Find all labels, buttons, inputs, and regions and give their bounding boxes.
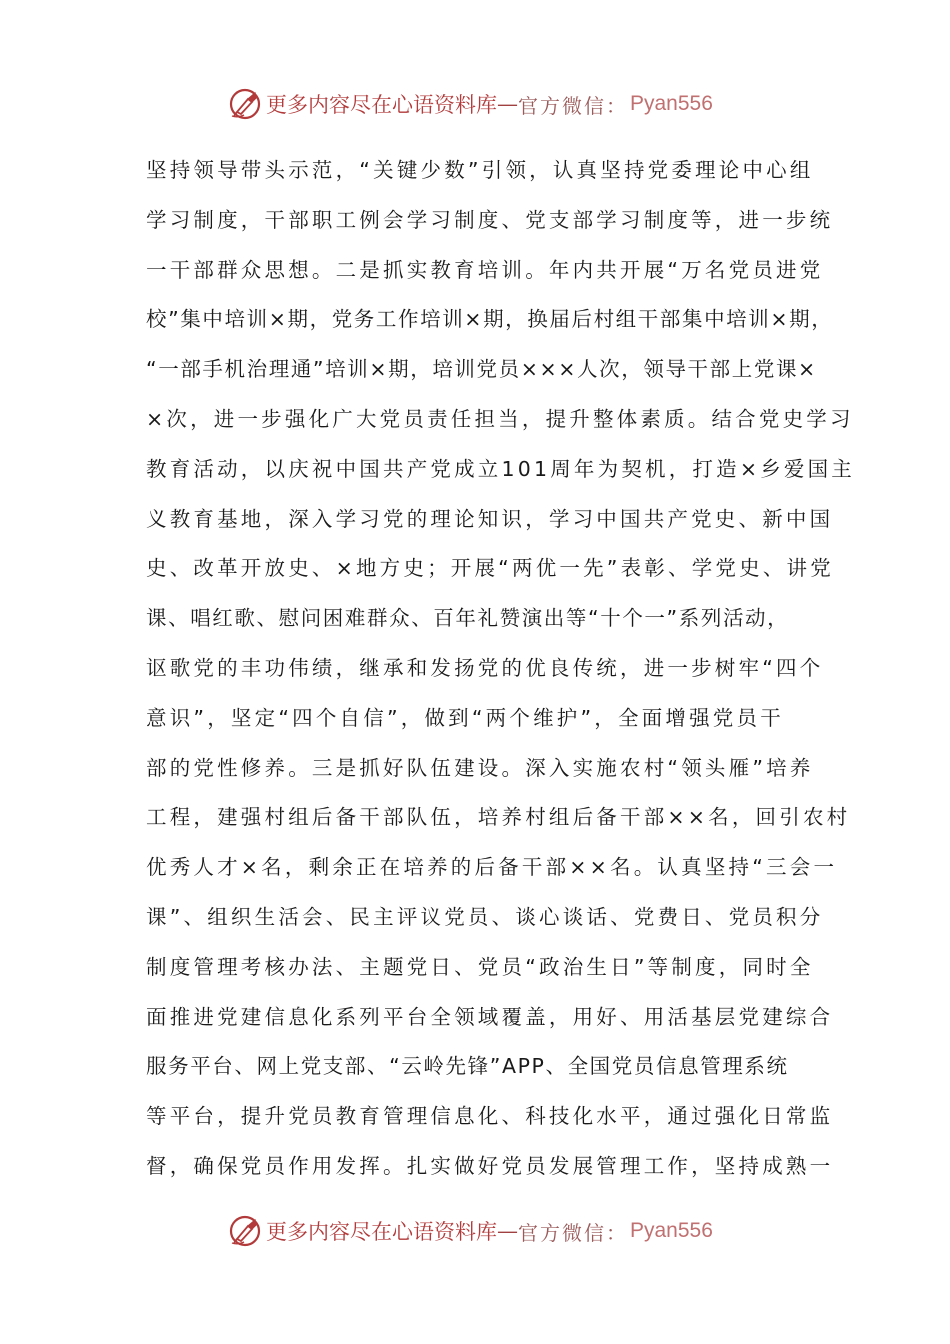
banner-wechat-id: Pyan556 xyxy=(630,92,713,115)
pen-nib-icon xyxy=(228,1214,262,1248)
pen-nib-icon xyxy=(228,87,262,121)
text-line: 校”集中培训×期，党务工作培训×期，换届后村组干部集中培训×期， xyxy=(146,307,834,332)
text-line: 督，确保党员作用发挥。扎实做好党员发展管理工作，坚持成熟一 xyxy=(146,1153,834,1178)
text-line: 服务平台、网上党支部、“云岭先锋”APP、全国党员信息管理系统 xyxy=(146,1054,789,1079)
text-line: 学习制度，干部职工例会学习制度、党支部学习制度等，进一步统 xyxy=(146,207,834,232)
text-line: 讴歌党的丰功伟绩，继承和发扬党的优良传统，进一步树牢“四个 xyxy=(146,655,824,680)
text-line: 部的党性修养。三是抓好队伍建设。深入实施农村“领头雁”培养 xyxy=(146,755,814,780)
text-line: 优秀人才×名，剩余正在培养的后备干部××名。认真坚持“三会一 xyxy=(146,855,838,880)
text-line: 等平台，提升党员教育管理信息化、科技化水平，通过强化日常监 xyxy=(146,1104,834,1129)
header-banner xyxy=(228,84,713,124)
text-line: 课、唱红歌、慰问困难群众、百年礼赞演出等“十个一”系列活动， xyxy=(146,606,790,631)
text-line: ×次，进一步强化广大党员责任担当，提升整体素质。结合党史学习 xyxy=(146,406,854,431)
banner-wechat-label: 官方微信： xyxy=(518,93,628,118)
text-line: 史、改革开放史、×地方史；开展“两优一先”表彰、学党史、讲党 xyxy=(146,556,834,581)
text-line: 一干部群众思想。二是抓实教育培训。年内共开展“万名党员进党 xyxy=(146,257,824,282)
text-line: 意识”，坚定“四个自信”，做到“两个维护”，全面增强党员干 xyxy=(146,705,784,730)
text-line: 坚持领导带头示范，“关键少数”引领，认真坚持党委理论中心组 xyxy=(146,158,814,182)
banner-title: 更多内容尽在心语资料库 xyxy=(266,1220,497,1244)
text-line: 工程，建强村组后备干部队伍，培养村组后备干部××名，回引农村 xyxy=(146,805,851,830)
text-line: 义教育基地，深入学习党的理论知识，学习中国共产党史、新中国 xyxy=(146,506,834,531)
text-line: 制度管理考核办法、主题党日、党员“政治生日”等制度，同时全 xyxy=(146,954,814,979)
body-text xyxy=(146,146,856,1192)
footer-banner xyxy=(228,1211,713,1251)
text-line: 课”、组织生活会、民主评议党员、谈心谈话、党费日、党员积分 xyxy=(146,904,824,929)
text-line: 教育活动，以庆祝中国共产党成立101周年为契机，打造×乡爱国主 xyxy=(146,456,856,481)
banner-title: 更多内容尽在心语资料库 xyxy=(266,93,497,117)
banner-wechat-label: 官方微信： xyxy=(518,1220,628,1245)
text-line: “一部手机治理通”培训×期，培训党员×××人次，领导干部上党课× xyxy=(146,357,817,382)
banner-separator: — xyxy=(497,1219,518,1243)
banner-wechat-id: Pyan556 xyxy=(630,1219,713,1242)
text-line: 面推进党建信息化系列平台全领域覆盖，用好、用活基层党建综合 xyxy=(146,1004,834,1029)
banner-separator: — xyxy=(497,92,518,116)
